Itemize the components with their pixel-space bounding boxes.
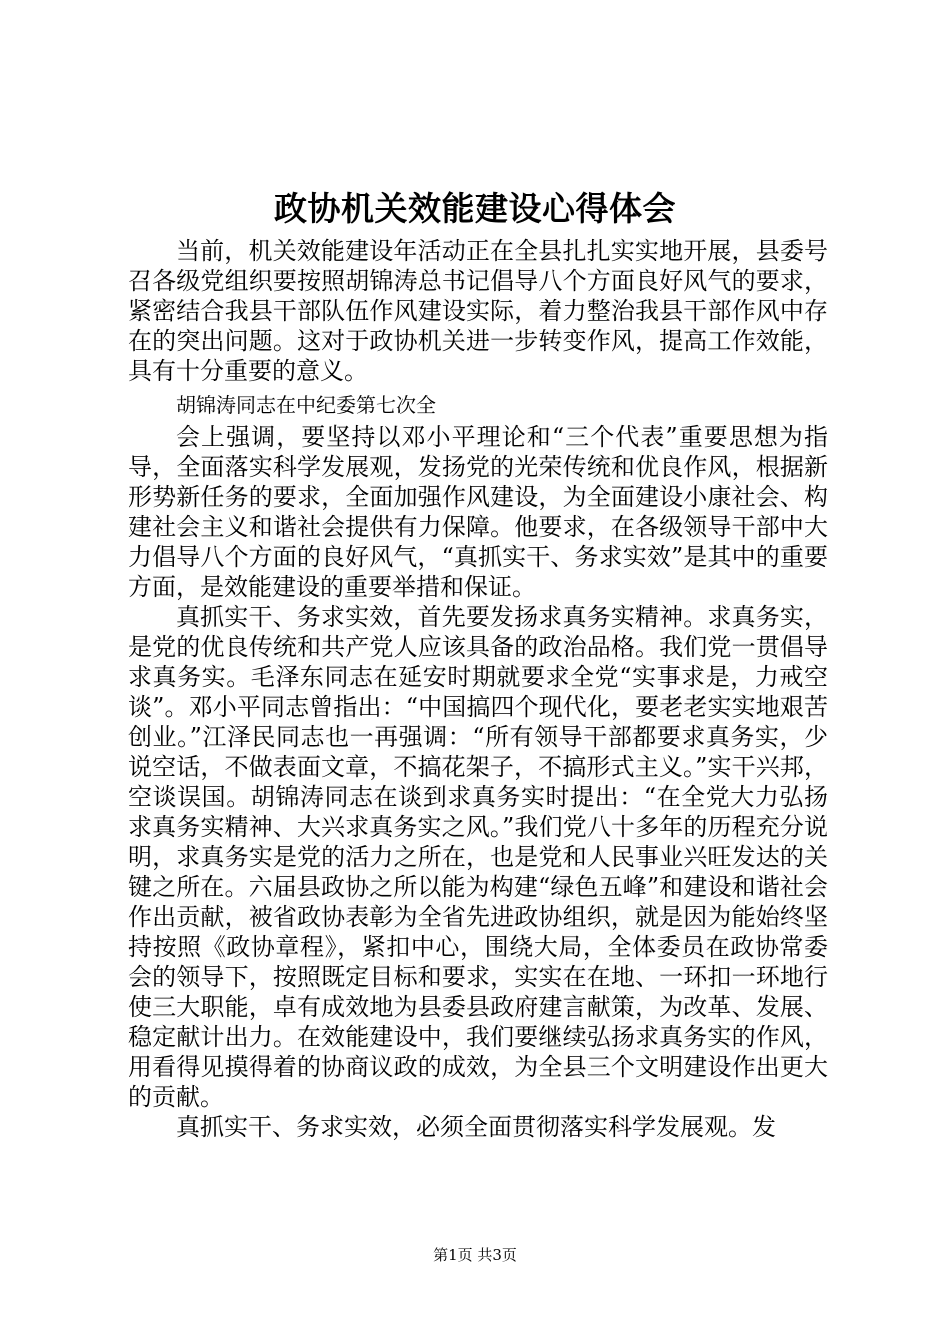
paragraph-2: 胡锦涛同志在中纪委第七次全 xyxy=(176,393,436,417)
paragraph-1: 当前，机关效能建设年活动正在全县扎扎实实地开展，县委号召各级党组织要按照胡锦涛总书记倡导八个方面良好风气的要求，紧密结合我县干部队伍作风建设实际，着力整治我县干部作风中存在的突出问题。这对于政协机关进一步转变作风，提高工作效能，具有十分重要的意义。 xyxy=(128,237,828,385)
paragraph-3: 会上强调，要坚持以邓小平理论和“三个代表”重要思想为指导，全面落实科学发展观，发扬党的光荣传统和优良作风，根据新形势新任务的要求，全面加强作风建设，为全面建设小康社会、构建社会主义和谐社会提供有力保障。他要求，在各级领导干部中大力倡导八个方面的良好风气，“真抓实干、务求实效”是其中的重要方面，是效能建设的重要举措和保证。 xyxy=(128,423,828,601)
paragraph-4: 真抓实干、务求实效，首先要发扬求真务实精神。求真务实，是党的优良传统和共产党人应该具备的政治品格。我们党一贯倡导求真务实。毛泽东同志在延安时期就要求全党“实事求是，力戒空谈”。邓小平同志曾指出：“中国搞四个现代化，要老老实实地艰苦创业。”江泽民同志也一再强调：“所有领导干部都要求真务实，少说空话，不做表面文章，不搞花架子，不搞形式主义。”实干兴邦，空谈误国。胡锦涛同志在谈到求真务实时提出：“在全党大力弘扬求真务实精神、大兴求真务实之风。”我们党八十多年的历程充分说明，求真务实是党的活力之所在，也是党和人民事业兴旺发达的关键之所在。六届县政协之所以能为构建“绿色五峰”和建设和谐社会作出贡献，被省政协表彰为全省先进政协组织，就是因为能始终坚持按照《政协章程》，紧扣中心，围绕大局，全体委员在政协常委会的领导下，按照既定目标和要求，实实在在地、一环扣一环地行使三大职能，卓有成效地为县委县政府建言献策，为改革、发展、稳定献计出力。在效能建设中，我们要继续弘扬求真务实的作风，用看得见摸得着的协商议政的成效，为全县三个文明建设作出更大的贡献。 xyxy=(128,603,828,1111)
paragraph-5: 真抓实干、务求实效，必须全面贯彻落实科学发展观。发 xyxy=(176,1113,776,1141)
page-footer: 第1页 共3页 xyxy=(433,1246,517,1264)
document-title: 政协机关效能建设心得体会 xyxy=(274,189,676,228)
document-body xyxy=(128,236,828,1142)
